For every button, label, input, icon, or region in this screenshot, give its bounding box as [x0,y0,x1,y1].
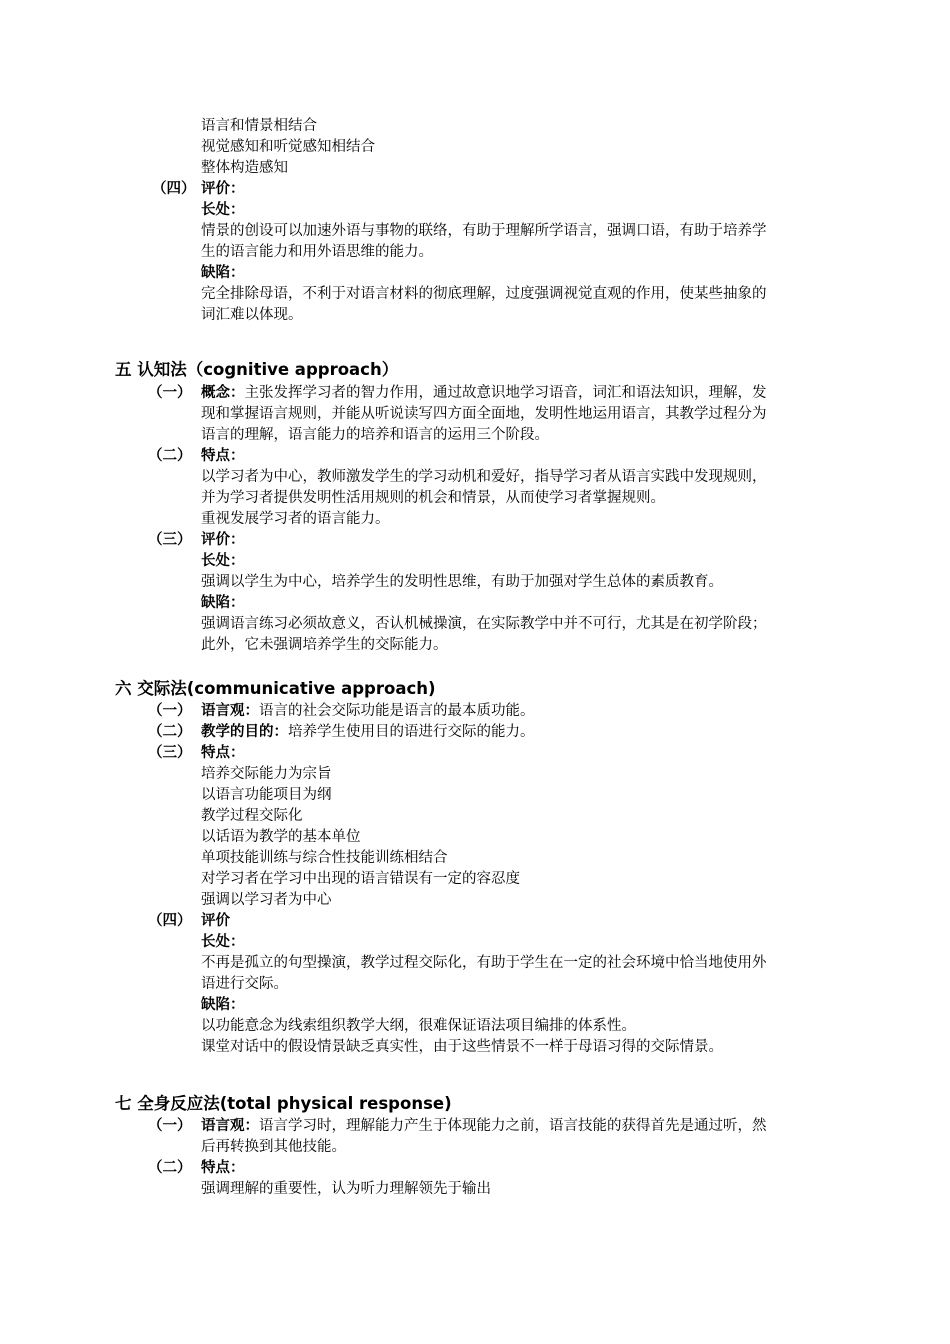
label-concept: 概念： [201,385,245,401]
label-features: 特点： [201,745,245,761]
label-cons: 缺陷： [201,265,245,281]
list-marker: （四） [148,913,192,929]
text-line: 情景的创设可以加速外语与事物的联络，有助于理解所学语言，强调口语，有助于培养学 [201,223,767,239]
text-line [201,722,535,743]
text-line: 课堂对话中的假设情景缺乏真实性，由于这些情景不一样于母语习得的交际情景。 [201,1039,723,1055]
subheading-evaluation: 评价： [201,181,245,197]
list-marker: （三） [148,532,192,548]
text-line [201,701,535,722]
list-marker: （二） [148,724,192,740]
label-teaching-goal: 教学的目的： [201,724,288,740]
label-cons: 缺陷： [201,595,245,611]
label-language-view: 语言观： [201,703,259,719]
text-line: 此外，它未强调培养学生的交际能力。 [201,637,448,653]
label-pros: 长处： [201,553,245,569]
list-marker: （一） [148,1118,192,1134]
list-marker: （一） [148,385,192,401]
section-heading: 五 认知法（cognitive approach） [115,360,399,379]
text-line: 强调理解的重要性，认为听力理解领先于输出 [201,1181,491,1197]
text-line: 以学习者为中心，教师激发学生的学习动机和爱好，指导学习者从语言实践中发现规则， [201,469,767,485]
list-marker: （二） [148,448,192,464]
list-item: 教学过程交际化 [201,808,303,824]
list-marker: （四） [152,181,196,197]
text-line: 现和掌握语言规则，并能从听说读写四方面全面地，发明性地运用语言，其教学过程分为 [201,406,767,422]
language-view-text: 语言学习时，理解能力产生于体现能力之前，语言技能的获得首先是通过听，然 [259,1118,767,1134]
section-heading: 六 交际法(communicative approach) [115,679,436,698]
text-line: 语进行交际。 [201,976,288,992]
section-heading: 七 全身反应法(total physical response) [115,1094,452,1113]
text-line: 完全排除母语，不利于对语言材料的彻底理解，过度强调视觉直观的作用，使某些抽象的 [201,286,767,302]
text-line [201,1116,767,1137]
concept-text: 主张发挥学习者的智力作用，通过故意识地学习语音，词汇和语法知识，理解，发 [244,385,767,401]
list-marker: （一） [148,703,192,719]
text-line: 整体构造感知 [201,160,288,176]
label-features: 特点： [201,1160,245,1176]
text-line: 生的语言能力和用外语思维的能力。 [201,244,433,260]
text-line: 强调以学生为中心，培养学生的发明性思维，有助于加强对学生总体的素质教育。 [201,574,723,590]
text-line: 重视发展学习者的语言能力。 [201,511,390,527]
subheading-evaluation: 评价 [201,913,230,929]
label-pros: 长处： [201,934,245,950]
text-line: 不再是孤立的句型操演，教学过程交际化，有助于学生在一定的社会环境中恰当地使用外 [201,955,767,971]
label-pros: 长处： [201,202,245,218]
teaching-goal-text: 培养学生使用目的语进行交际的能力。 [288,724,535,740]
text-line: 强调语言练习必须故意义，否认机械操演，在实际教学中并不可行，尤其是在初学阶段； [201,616,767,632]
text-line: 以功能意念为线索组织教学大纲，很难保证语法项目编排的体系性。 [201,1018,636,1034]
list-marker: （二） [148,1160,192,1176]
text-line: 语言的理解，语言能力的培养和语言的运用三个阶段。 [201,427,549,443]
list-item: 单项技能训练与综合性技能训练相结合 [201,850,448,866]
list-item: 培养交际能力为宗旨 [201,766,332,782]
list-item: 以话语为教学的基本单位 [201,829,361,845]
text-line: 词汇难以体现。 [201,307,303,323]
label-features: 特点： [201,448,245,464]
text-line: 后再转换到其他技能。 [201,1139,346,1155]
text-line: 视觉感知和听觉感知相结合 [201,139,375,155]
text-line: 并为学习者提供发明性活用规则的机会和情景，从而使学习者掌握规则。 [201,490,665,506]
list-item: 强调以学习者为中心 [201,892,332,908]
subheading-evaluation: 评价： [201,532,245,548]
label-cons: 缺陷： [201,997,245,1013]
list-item: 对学习者在学习中出现的语言错误有一定的容忍度 [201,871,520,887]
list-item: 以语言功能项目为纲 [201,787,332,803]
language-view-text: 语言的社会交际功能是语言的最本质功能。 [259,703,535,719]
list-marker: （三） [148,745,192,761]
label-language-view: 语言观： [201,1118,259,1134]
text-line: 语言和情景相结合 [201,118,317,134]
text-line [201,383,767,404]
